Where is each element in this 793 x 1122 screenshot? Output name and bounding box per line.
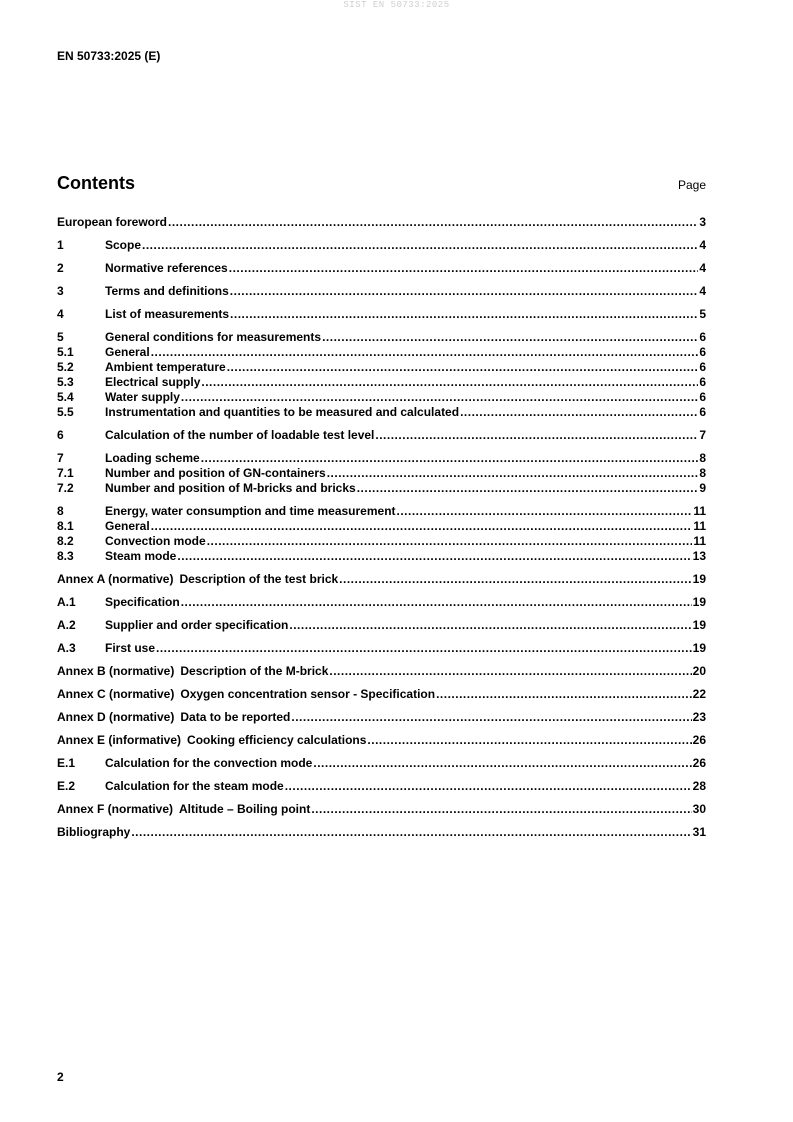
toc-entry-title: Bibliography [57,825,131,839]
toc-entry-page: 19 [692,618,706,632]
toc-entry-number: A.2 [57,618,76,632]
toc-entry-page: 6 [699,390,706,404]
toc-entry-calculation-test-level[interactable] [57,428,706,443]
toc-entry-page: 11 [693,534,706,548]
toc-entry-number: 1 [57,238,64,252]
toc-entry-title: Ambient temperature [105,360,226,374]
toc-entry-title: General [105,519,150,533]
toc-entry-title: European foreword [57,215,168,229]
toc-leader [311,802,691,817]
toc-entry-e1-convection[interactable] [57,756,706,771]
toc-leader [397,504,693,519]
toc-entry-number: Annex C (normative) [57,687,175,701]
toc-entry-title: Description of the test brick [179,572,339,586]
toc-leader [229,261,699,276]
toc-entry-title: Calculation for the steam mode [105,779,284,793]
toc-entry-annex-b[interactable] [57,664,706,679]
toc-entry-8-1-general[interactable] [57,519,706,534]
toc-entry-page: 5 [699,307,706,321]
toc-entry-title: Description of the M-brick [180,664,329,678]
toc-leader [327,466,699,481]
toc-entry-title: General [105,345,150,359]
toc-entry-number: 7.1 [57,466,74,480]
toc-leader [322,330,698,345]
toc-entry-title: Calculation for the convection mode [105,756,313,770]
toc-entry-number: 7 [57,451,64,465]
toc-entry-page: 6 [699,375,706,389]
toc-entry-page: 4 [699,238,706,252]
toc-entry-page: 19 [692,595,706,609]
toc-entry-page: 11 [693,519,706,533]
toc-entry-title: Loading scheme [105,451,200,465]
toc-leader [291,710,691,725]
toc-entry-number: 5.2 [57,360,74,374]
toc-entry-european-foreword[interactable] [57,215,706,230]
toc-leader [375,428,698,443]
toc-leader [181,390,698,405]
toc-entry-water-supply[interactable] [57,390,706,405]
toc-leader [285,779,692,794]
toc-entry-title: Data to be reported [180,710,291,724]
toc-entry-number: 6 [57,428,64,442]
toc-entry-page: 8 [699,466,706,480]
toc-entry-number: 5 [57,330,64,344]
toc-entry-page: 19 [692,572,706,586]
toc-entry-number: 5.3 [57,375,74,389]
toc-entry-number: 8.3 [57,549,74,563]
toc-entry-convection-mode[interactable] [57,534,706,549]
toc-entry-title: Convection mode [105,534,206,548]
toc-entry-a2-supplier[interactable] [57,618,706,633]
toc-entry-annex-a[interactable] [57,572,706,587]
toc-entry-page: 6 [699,405,706,419]
toc-entry-ambient-temperature[interactable] [57,360,706,375]
toc-entry-number: Annex D (normative) [57,710,175,724]
toc-leader [329,664,691,679]
toc-entry-title: Specification [105,595,180,609]
toc-entry-page: 19 [692,641,706,655]
watermark: SIST EN 50733:2025 [343,0,450,10]
toc-entry-number: E.2 [57,779,76,793]
toc-entry-energy-water-time[interactable] [57,504,706,519]
toc-entry-number: Annex F (normative) [57,802,174,816]
toc-entry-page: 3 [699,215,706,229]
toc-entry-gn-containers[interactable] [57,466,706,481]
toc-entry-title: Electrical supply [105,375,201,389]
toc-leader [436,687,692,702]
toc-leader [289,618,691,633]
toc-entry-instrumentation[interactable] [57,405,706,420]
toc-entry-page: 11 [693,504,706,518]
document-id: EN 50733:2025 (E) [57,49,161,63]
toc-entry-bibliography[interactable] [57,825,706,840]
toc-leader [201,375,698,390]
page-column-label: Page [677,178,706,192]
toc-entry-number: E.1 [57,756,76,770]
toc-entry-page: 23 [692,710,706,724]
table-of-contents [57,215,706,840]
toc-entry-number: 5.1 [57,345,74,359]
toc-entry-page: 4 [699,284,706,298]
toc-entry-number: A.3 [57,641,76,655]
toc-leader [227,360,699,375]
toc-entry-annex-f[interactable] [57,802,706,817]
toc-entry-number: 8 [57,504,64,518]
toc-entry-annex-e[interactable] [57,733,706,748]
toc-entry-general-conditions[interactable] [57,330,706,345]
toc-entry-scope[interactable] [57,238,706,253]
toc-leader [156,641,692,656]
toc-entry-title: Terms and definitions [105,284,229,298]
toc-entry-title: Steam mode [105,549,177,563]
toc-entry-title: Number and position of M-bricks and bricks [105,481,356,495]
toc-leader [207,534,693,549]
toc-entry-title: Oxygen concentration sensor - Specification [180,687,436,701]
toc-entry-page: 28 [692,779,706,793]
toc-entry-loading-scheme[interactable] [57,451,706,466]
toc-entry-title: Normative references [105,261,228,275]
toc-entry-annex-c[interactable] [57,687,706,702]
toc-leader [181,595,692,610]
toc-entry-title: Scope [105,238,142,252]
toc-entry-number: 3 [57,284,64,298]
toc-entry-page: 6 [699,330,706,344]
toc-entry-number: 8.1 [57,519,74,533]
toc-entry-5-1-general[interactable] [57,345,706,360]
toc-entry-page: 31 [692,825,706,839]
toc-entry-title: General conditions for measurements [105,330,322,344]
toc-entry-page: 6 [699,360,706,374]
toc-entry-title: Number and position of GN-containers [105,466,326,480]
toc-entry-m-bricks[interactable] [57,481,706,496]
toc-entry-annex-d[interactable] [57,710,706,725]
toc-entry-page: 26 [692,733,706,747]
toc-entry-number: 7.2 [57,481,74,495]
toc-entry-page: 22 [692,687,706,701]
toc-entry-a3-first-use[interactable] [57,641,706,656]
toc-leader [460,405,698,420]
toc-entry-number: 5.4 [57,390,74,404]
toc-entry-title: Instrumentation and quantities to be measured and calculated [105,405,460,419]
toc-entry-number: Annex B (normative) [57,664,175,678]
toc-entry-steam-mode[interactable] [57,549,706,564]
toc-entry-title: Energy, water consumption and time measurement [105,504,396,518]
toc-entry-page: 7 [699,428,706,442]
toc-leader [142,238,698,253]
toc-leader [367,733,691,748]
toc-entry-page: 4 [699,261,706,275]
toc-entry-number: Annex A (normative) [57,572,174,586]
page-number: 2 [57,1070,64,1084]
toc-entry-page: 6 [699,345,706,359]
toc-entry-page: 20 [692,664,706,678]
toc-entry-e2-steam[interactable] [57,779,706,794]
toc-entry-title: Altitude – Boiling point [179,802,311,816]
toc-entry-title: Cooking efficiency calculations [187,733,367,747]
toc-leader [230,307,698,322]
toc-entry-title: Calculation of the number of loadable test level [105,428,375,442]
toc-leader [201,451,699,466]
toc-entry-page: 30 [692,802,706,816]
toc-entry-title: List of measurements [105,307,230,321]
toc-entry-page: 8 [699,451,706,465]
toc-entry-a1-specification[interactable] [57,595,706,610]
toc-entry-title: Water supply [105,390,180,404]
toc-entry-title: First use [105,641,156,655]
toc-leader [131,825,691,840]
toc-entry-list-of-measurements[interactable] [57,307,706,322]
toc-leader [230,284,699,299]
toc-entry-page: 26 [692,756,706,770]
toc-leader [168,215,698,230]
toc-leader [151,519,693,534]
toc-leader [313,756,691,771]
toc-entry-normative-references[interactable] [57,261,706,276]
toc-entry-number: 8.2 [57,534,74,548]
toc-entry-number: 4 [57,307,64,321]
toc-leader [177,549,691,564]
toc-entry-number: 5.5 [57,405,74,419]
toc-entry-title: Supplier and order specification [105,618,289,632]
toc-leader [151,345,699,360]
toc-entry-number: Annex E (informative) [57,733,182,747]
toc-entry-number: A.1 [57,595,76,609]
toc-leader [357,481,699,496]
toc-entry-page: 9 [699,481,706,495]
toc-leader [339,572,691,587]
toc-entry-terms-and-definitions[interactable] [57,284,706,299]
contents-heading: Contents [57,173,135,193]
toc-entry-number: 2 [57,261,64,275]
toc-entry-electrical-supply[interactable] [57,375,706,390]
toc-entry-page: 13 [692,549,706,563]
